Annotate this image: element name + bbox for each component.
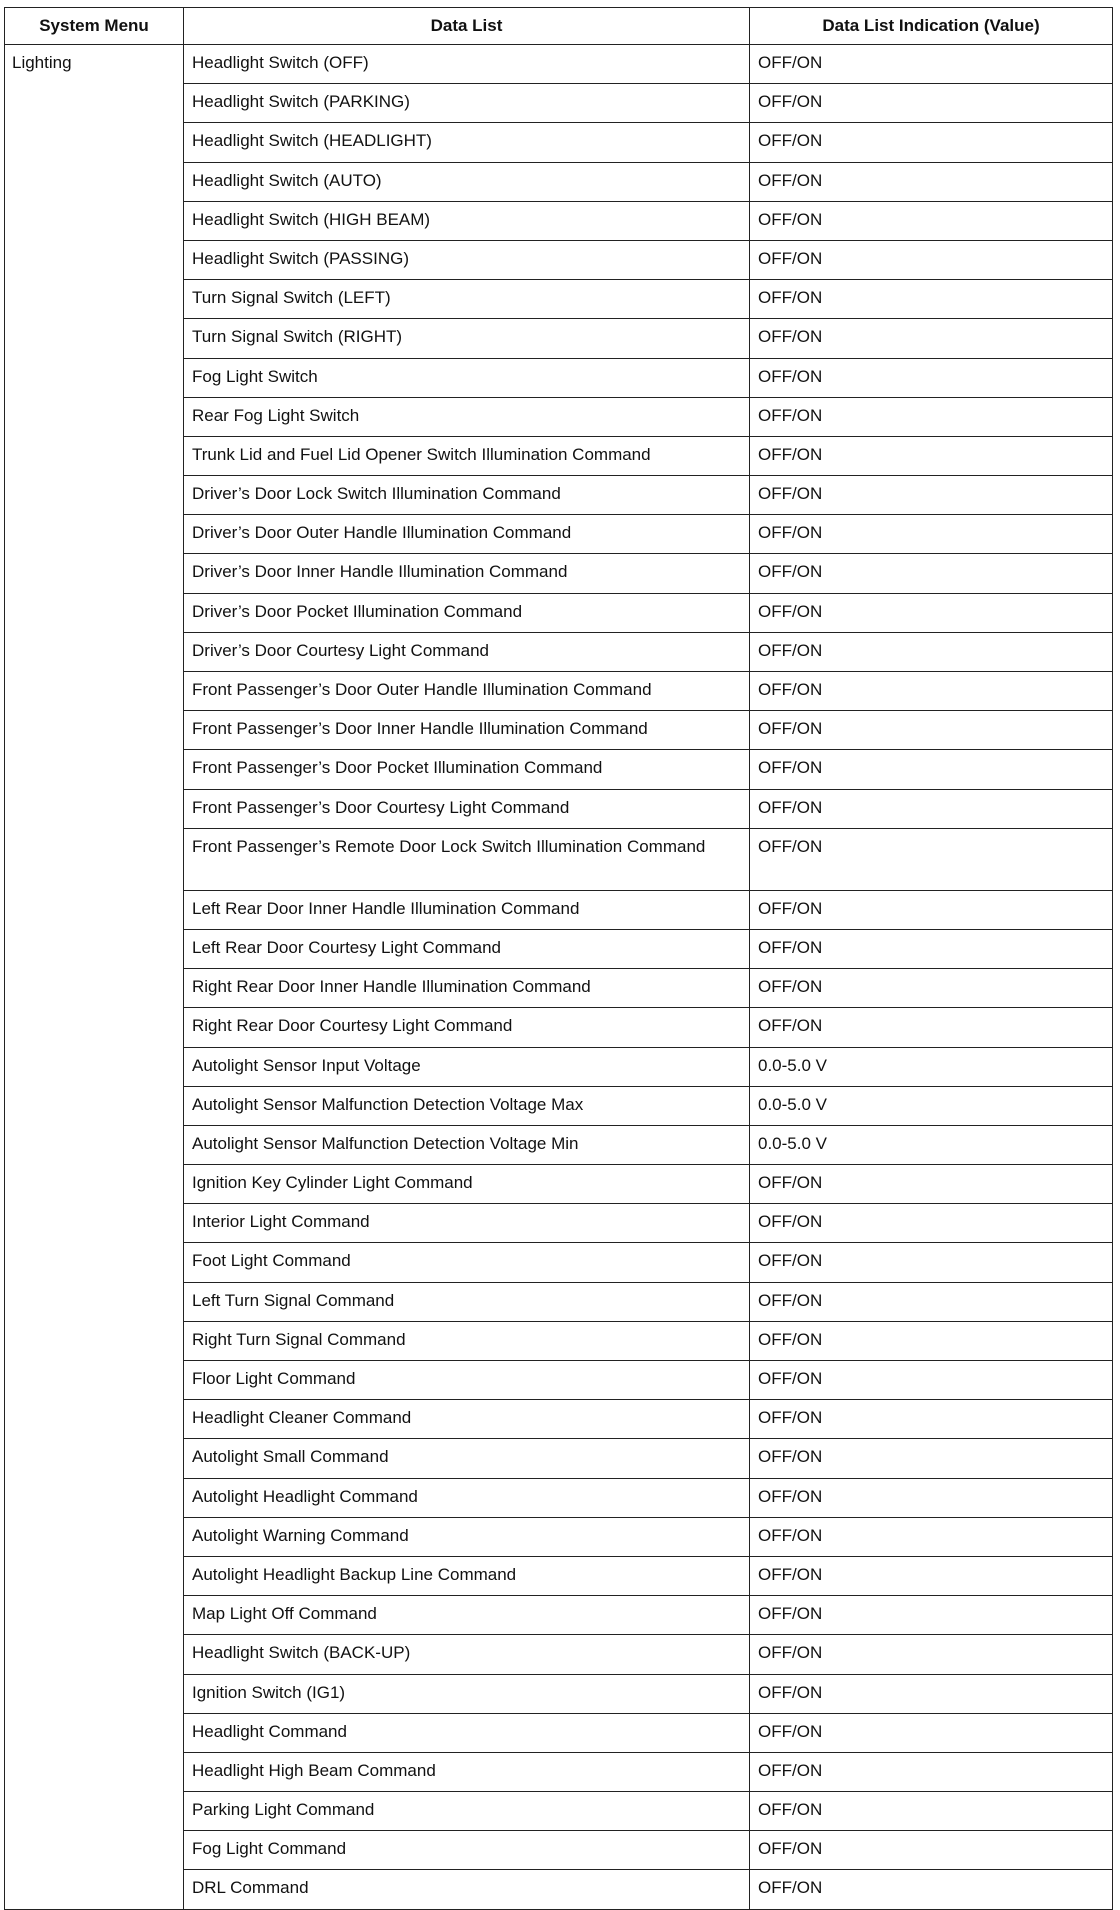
data-list-item: Autolight Sensor Malfunction Detection Voltage Min <box>184 1125 750 1164</box>
data-list-item: DRL Command <box>184 1870 750 1909</box>
data-list-value: OFF/ON <box>750 789 1113 828</box>
data-list-value: OFF/ON <box>750 1165 1113 1204</box>
data-list-value: OFF/ON <box>750 632 1113 671</box>
data-list-item: Autolight Sensor Input Voltage <box>184 1047 750 1086</box>
data-list-value: OFF/ON <box>750 554 1113 593</box>
data-list-value: OFF/ON <box>750 1008 1113 1047</box>
data-list-item: Rear Fog Light Switch <box>184 397 750 436</box>
data-list-item: Headlight Switch (PARKING) <box>184 84 750 123</box>
data-list-item: Headlight Switch (OFF) <box>184 45 750 84</box>
data-list-item: Headlight Cleaner Command <box>184 1400 750 1439</box>
data-list-value: OFF/ON <box>750 162 1113 201</box>
data-list-item: Interior Light Command <box>184 1204 750 1243</box>
data-list-item: Ignition Switch (IG1) <box>184 1674 750 1713</box>
data-list-item: Fog Light Switch <box>184 358 750 397</box>
data-list-value: OFF/ON <box>750 515 1113 554</box>
data-list-value: OFF/ON <box>750 750 1113 789</box>
data-list-item: Driver’s Door Courtesy Light Command <box>184 632 750 671</box>
header-data-list-indication: Data List Indication (Value) <box>750 8 1113 45</box>
data-list-value: OFF/ON <box>750 45 1113 84</box>
data-list-table <box>4 7 1113 1910</box>
data-list-item: Headlight Switch (HEADLIGHT) <box>184 123 750 162</box>
data-list-item: Autolight Warning Command <box>184 1517 750 1556</box>
data-list-value: OFF/ON <box>750 1400 1113 1439</box>
data-list-value: OFF/ON <box>750 280 1113 319</box>
data-list-item: Front Passenger’s Door Inner Handle Illumination Command <box>184 711 750 750</box>
table-header <box>5 8 1113 45</box>
data-list-item: Trunk Lid and Fuel Lid Opener Switch Illumination Command <box>184 436 750 475</box>
data-list-value: OFF/ON <box>750 1674 1113 1713</box>
data-list-item: Headlight Switch (BACK-UP) <box>184 1635 750 1674</box>
data-list-value: OFF/ON <box>750 1635 1113 1674</box>
data-list-value: OFF/ON <box>750 672 1113 711</box>
data-list-item: Front Passenger’s Door Courtesy Light Command <box>184 789 750 828</box>
data-list-item: Front Passenger’s Remote Door Lock Switch Illumination Command <box>184 828 750 890</box>
data-list-value: OFF/ON <box>750 1361 1113 1400</box>
data-list-item: Autolight Headlight Backup Line Command <box>184 1556 750 1595</box>
data-list-value: OFF/ON <box>750 593 1113 632</box>
header-system-menu: System Menu <box>5 8 184 45</box>
data-list-item: Ignition Key Cylinder Light Command <box>184 1165 750 1204</box>
data-list-item: Headlight Switch (HIGH BEAM) <box>184 201 750 240</box>
data-list-item: Headlight Switch (AUTO) <box>184 162 750 201</box>
table-row <box>5 45 1113 84</box>
data-list-item: Driver’s Door Lock Switch Illumination Command <box>184 476 750 515</box>
data-list-item: Front Passenger’s Door Pocket Illumination Command <box>184 750 750 789</box>
data-list-value: OFF/ON <box>750 1831 1113 1870</box>
data-list-item: Parking Light Command <box>184 1792 750 1831</box>
data-list-value: OFF/ON <box>750 1596 1113 1635</box>
data-list-value: OFF/ON <box>750 1204 1113 1243</box>
data-list-value: OFF/ON <box>750 1478 1113 1517</box>
data-list-item: Autolight Headlight Command <box>184 1478 750 1517</box>
data-list-item: Front Passenger’s Door Outer Handle Illumination Command <box>184 672 750 711</box>
data-list-value: OFF/ON <box>750 436 1113 475</box>
data-list-value: OFF/ON <box>750 319 1113 358</box>
data-list-item: Autolight Sensor Malfunction Detection Voltage Max <box>184 1086 750 1125</box>
data-list-value: OFF/ON <box>750 1321 1113 1360</box>
data-list-value: OFF/ON <box>750 1792 1113 1831</box>
data-list-item: Left Rear Door Courtesy Light Command <box>184 929 750 968</box>
data-list-item: Turn Signal Switch (LEFT) <box>184 280 750 319</box>
data-list-value: OFF/ON <box>750 1439 1113 1478</box>
system-menu-cell: Lighting <box>5 45 184 1910</box>
data-list-value: OFF/ON <box>750 1713 1113 1752</box>
data-list-item: Driver’s Door Inner Handle Illumination Command <box>184 554 750 593</box>
data-list-value: OFF/ON <box>750 240 1113 279</box>
data-list-item: Fog Light Command <box>184 1831 750 1870</box>
data-list-value: OFF/ON <box>750 969 1113 1008</box>
data-list-item: Headlight Switch (PASSING) <box>184 240 750 279</box>
data-list-item: Turn Signal Switch (RIGHT) <box>184 319 750 358</box>
table-body <box>5 45 1113 1910</box>
data-list-item: Driver’s Door Outer Handle Illumination Command <box>184 515 750 554</box>
data-list-value: OFF/ON <box>750 476 1113 515</box>
data-list-value: OFF/ON <box>750 201 1113 240</box>
data-list-item: Headlight Command <box>184 1713 750 1752</box>
data-list-value: 0.0-5.0 V <box>750 1125 1113 1164</box>
data-list-item: Right Rear Door Inner Handle Illumination Command <box>184 969 750 1008</box>
data-list-item: Driver’s Door Pocket Illumination Command <box>184 593 750 632</box>
data-list-value: 0.0-5.0 V <box>750 1086 1113 1125</box>
data-list-value: OFF/ON <box>750 1243 1113 1282</box>
data-list-item: Left Turn Signal Command <box>184 1282 750 1321</box>
data-list-item: Map Light Off Command <box>184 1596 750 1635</box>
data-list-item: Left Rear Door Inner Handle Illumination Command <box>184 890 750 929</box>
data-list-value: OFF/ON <box>750 123 1113 162</box>
data-list-item: Floor Light Command <box>184 1361 750 1400</box>
header-row <box>5 8 1113 45</box>
data-list-value: OFF/ON <box>750 1556 1113 1595</box>
data-list-value: OFF/ON <box>750 1752 1113 1791</box>
data-list-value: 0.0-5.0 V <box>750 1047 1113 1086</box>
data-list-value: OFF/ON <box>750 828 1113 890</box>
data-list-item: Autolight Small Command <box>184 1439 750 1478</box>
data-list-value: OFF/ON <box>750 1282 1113 1321</box>
data-list-value: OFF/ON <box>750 397 1113 436</box>
data-list-item: Foot Light Command <box>184 1243 750 1282</box>
data-list-value: OFF/ON <box>750 1870 1113 1909</box>
data-list-value: OFF/ON <box>750 358 1113 397</box>
data-list-value: OFF/ON <box>750 890 1113 929</box>
data-list-item: Right Turn Signal Command <box>184 1321 750 1360</box>
data-list-item: Right Rear Door Courtesy Light Command <box>184 1008 750 1047</box>
data-list-value: OFF/ON <box>750 1517 1113 1556</box>
data-list-value: OFF/ON <box>750 84 1113 123</box>
data-list-value: OFF/ON <box>750 711 1113 750</box>
header-data-list: Data List <box>184 8 750 45</box>
data-list-value: OFF/ON <box>750 929 1113 968</box>
data-list-item: Headlight High Beam Command <box>184 1752 750 1791</box>
